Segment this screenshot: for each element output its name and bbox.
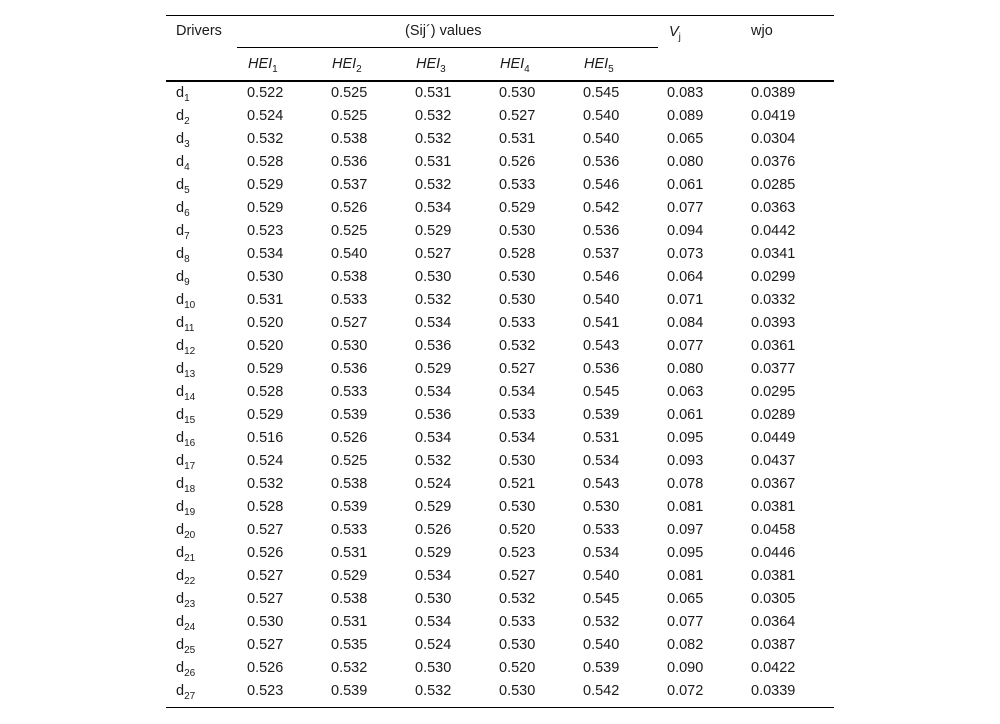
table-cell: 0.530 [499, 85, 536, 101]
table-cell: 0.533 [499, 177, 536, 193]
table-cell: 0.093 [667, 453, 704, 469]
row-driver-label: $d_{11}$ [176, 315, 195, 334]
table-cell: 0.073 [667, 246, 704, 262]
row-driver-label: $d_{13}$ [176, 361, 196, 380]
table-cell: 0.081 [667, 568, 704, 584]
table-cell: 0.077 [667, 200, 704, 216]
table-cell: 0.071 [667, 292, 704, 308]
table-cell: 0.531 [499, 131, 536, 147]
row-driver-label: $d_{27}$ [176, 683, 196, 702]
table-cell: 0.526 [247, 660, 284, 676]
row-driver-label: $d_{21}$ [176, 545, 196, 564]
table-cell: 0.530 [415, 269, 452, 285]
table-cell: 0.534 [415, 430, 452, 446]
table-cell: 0.529 [247, 200, 284, 216]
table-cell: 0.524 [247, 453, 284, 469]
table-cell: 0.520 [247, 315, 284, 331]
table-cell: 0.525 [331, 453, 368, 469]
table-cell: 0.520 [499, 522, 536, 538]
table-cell: 0.532 [415, 108, 452, 124]
table-cell: 0.0295 [751, 384, 796, 400]
table-cell: 0.546 [583, 269, 620, 285]
table-cell: 0.540 [583, 292, 620, 308]
table-cell: 0.534 [415, 384, 452, 400]
table-cell: 0.532 [499, 338, 536, 354]
table-cell: 0.0437 [751, 453, 796, 469]
row-driver-label: $d_2$ [176, 108, 190, 127]
table-cell: 0.539 [331, 499, 368, 515]
row-driver-label: $d_8$ [176, 246, 190, 265]
table-cell: 0.530 [499, 269, 536, 285]
table-cell: 0.530 [499, 453, 536, 469]
table-cell: 0.534 [583, 545, 620, 561]
table-cell: 0.077 [667, 614, 704, 630]
table-cell: 0.534 [415, 200, 452, 216]
table-cell: 0.531 [415, 154, 452, 170]
table-cell: 0.533 [583, 522, 620, 538]
table-cell: 0.538 [331, 476, 368, 492]
table-cell: 0.528 [247, 154, 284, 170]
table-cell: 0.525 [331, 85, 368, 101]
table-cell: 0.530 [247, 614, 284, 630]
table-cell: 0.0341 [751, 246, 796, 262]
table-cell: 0.528 [247, 499, 284, 515]
header-drivers: Drivers [176, 23, 222, 39]
table-cell: 0.0305 [751, 591, 796, 607]
table-cell: 0.530 [499, 499, 536, 515]
table-cell: 0.095 [667, 545, 704, 561]
table-cell: 0.536 [331, 154, 368, 170]
table-cell: 0.061 [667, 177, 704, 193]
table-cell: 0.542 [583, 683, 620, 699]
table-cell: 0.534 [499, 430, 536, 446]
table-cell: 0.538 [331, 591, 368, 607]
table-cell: 0.523 [247, 683, 284, 699]
table-cell: 0.534 [247, 246, 284, 262]
table-cell: 0.539 [331, 683, 368, 699]
table-cell: 0.0446 [751, 545, 796, 561]
table-cell: 0.530 [583, 499, 620, 515]
table-cell: 0.524 [247, 108, 284, 124]
table-cell: 0.533 [331, 522, 368, 538]
table-cell: 0.527 [499, 108, 536, 124]
table-cell: 0.533 [499, 614, 536, 630]
table-cell: 0.521 [499, 476, 536, 492]
table-cell: 0.527 [247, 522, 284, 538]
table-cell: 0.545 [583, 384, 620, 400]
table-cell: 0.526 [499, 154, 536, 170]
table-cell: 0.532 [415, 177, 452, 193]
table-cell: 0.0289 [751, 407, 796, 423]
row-driver-label: $d_5$ [176, 177, 190, 196]
table-cell: 0.528 [247, 384, 284, 400]
table-cell: 0.538 [331, 269, 368, 285]
table-cell: 0.539 [331, 407, 368, 423]
table-cell: 0.527 [247, 637, 284, 653]
table-cell: 0.531 [415, 85, 452, 101]
table-cell: 0.530 [499, 223, 536, 239]
top-rule [166, 15, 834, 16]
table-cell: 0.532 [415, 292, 452, 308]
row-driver-label: $d_{19}$ [176, 499, 196, 518]
header-wjo: wjo [751, 23, 773, 39]
header-vj: $V_j$ [669, 24, 681, 43]
table-cell: 0.536 [331, 361, 368, 377]
table-cell: 0.537 [583, 246, 620, 262]
table-cell: 0.523 [499, 545, 536, 561]
table-cell: 0.530 [499, 683, 536, 699]
header-hei-2: $HEI_2$ [332, 56, 362, 75]
table-cell: 0.527 [247, 591, 284, 607]
table-cell: 0.540 [583, 108, 620, 124]
table-cell: 0.520 [247, 338, 284, 354]
table-cell: 0.089 [667, 108, 704, 124]
row-driver-label: $d_3$ [176, 131, 190, 150]
row-driver-label: $d_{18}$ [176, 476, 196, 495]
table-cell: 0.529 [415, 223, 452, 239]
table-cell: 0.532 [499, 591, 536, 607]
header-hei-4: $HEI_4$ [500, 56, 530, 75]
table-cell: 0.533 [499, 407, 536, 423]
table-cell: 0.0442 [751, 223, 796, 239]
table-cell: 0.061 [667, 407, 704, 423]
table-cell: 0.531 [331, 614, 368, 630]
table-cell: 0.0364 [751, 614, 796, 630]
table-cell: 0.529 [415, 545, 452, 561]
table-cell: 0.094 [667, 223, 704, 239]
row-driver-label: $d_{20}$ [176, 522, 196, 541]
table-cell: 0.532 [331, 660, 368, 676]
table-cell: 0.525 [331, 108, 368, 124]
table-cell: 0.078 [667, 476, 704, 492]
bottom-rule [166, 707, 834, 708]
table-cell: 0.533 [331, 292, 368, 308]
table-cell: 0.0381 [751, 499, 796, 515]
table-cell: 0.0449 [751, 430, 796, 446]
table-cell: 0.0389 [751, 85, 796, 101]
table-cell: 0.532 [247, 476, 284, 492]
table-cell: 0.080 [667, 154, 704, 170]
table-cell: 0.538 [331, 131, 368, 147]
header-rule [166, 80, 834, 82]
table-cell: 0.546 [583, 177, 620, 193]
table-cell: 0.530 [331, 338, 368, 354]
row-driver-label: $d_{25}$ [176, 637, 196, 656]
table-cell: 0.529 [499, 200, 536, 216]
table-cell: 0.516 [247, 430, 284, 446]
table-cell: 0.530 [415, 591, 452, 607]
table-cell: 0.530 [499, 637, 536, 653]
table-cell: 0.532 [415, 453, 452, 469]
table-cell: 0.065 [667, 131, 704, 147]
table-cell: 0.532 [583, 614, 620, 630]
table-cell: 0.541 [583, 315, 620, 331]
table-cell: 0.534 [583, 453, 620, 469]
row-driver-label: $d_{15}$ [176, 407, 196, 426]
row-driver-label: $d_{16}$ [176, 430, 196, 449]
table-cell: 0.526 [247, 545, 284, 561]
table-cell: 0.527 [247, 568, 284, 584]
table-cell: 0.543 [583, 476, 620, 492]
table-cell: 0.0363 [751, 200, 796, 216]
table-cell: 0.529 [247, 361, 284, 377]
table-cell: 0.080 [667, 361, 704, 377]
table-cell: 0.534 [415, 568, 452, 584]
table-cell: 0.0339 [751, 683, 796, 699]
table-cell: 0.542 [583, 200, 620, 216]
table-cell: 0.0393 [751, 315, 796, 331]
table-cell: 0.536 [583, 154, 620, 170]
table-cell: 0.540 [583, 568, 620, 584]
table-cell: 0.522 [247, 85, 284, 101]
table-cell: 0.530 [247, 269, 284, 285]
table-cell: 0.083 [667, 85, 704, 101]
table-cell: 0.540 [583, 637, 620, 653]
table-cell: 0.531 [331, 545, 368, 561]
table-cell: 0.532 [415, 683, 452, 699]
table-cell: 0.063 [667, 384, 704, 400]
table-cell: 0.0422 [751, 660, 796, 676]
table-cell: 0.077 [667, 338, 704, 354]
header-hei-1: $HEI_1$ [248, 56, 278, 75]
table-cell: 0.535 [331, 637, 368, 653]
row-driver-label: $d_6$ [176, 200, 190, 219]
table-cell: 0.0419 [751, 108, 796, 124]
table-cell: 0.0299 [751, 269, 796, 285]
table-cell: 0.532 [415, 131, 452, 147]
row-driver-label: $d_{26}$ [176, 660, 196, 679]
table-cell: 0.526 [331, 430, 368, 446]
row-driver-label: $d_{17}$ [176, 453, 196, 472]
table-cell: 0.531 [583, 430, 620, 446]
table-cell: 0.084 [667, 315, 704, 331]
header-hei-5: $HEI_5$ [584, 56, 614, 75]
table-cell: 0.536 [415, 407, 452, 423]
table-cell: 0.0377 [751, 361, 796, 377]
table-cell: 0.0361 [751, 338, 796, 354]
table-cell: 0.536 [415, 338, 452, 354]
table-cell: 0.081 [667, 499, 704, 515]
table-cell: 0.539 [583, 660, 620, 676]
row-driver-label: $d_7$ [176, 223, 190, 242]
table-cell: 0.533 [499, 315, 536, 331]
table-cell: 0.545 [583, 85, 620, 101]
table-cell: 0.534 [415, 614, 452, 630]
table-cell: 0.539 [583, 407, 620, 423]
table-cell: 0.064 [667, 269, 704, 285]
row-driver-label: $d_{10}$ [176, 292, 196, 311]
table-cell: 0.530 [499, 292, 536, 308]
table-cell: 0.529 [415, 499, 452, 515]
table-cell: 0.0381 [751, 568, 796, 584]
row-driver-label: $d_1$ [176, 85, 190, 104]
table-cell: 0.532 [247, 131, 284, 147]
table-cell: 0.537 [331, 177, 368, 193]
table-cell: 0.524 [415, 637, 452, 653]
table-cell: 0.531 [247, 292, 284, 308]
table-cell: 0.524 [415, 476, 452, 492]
table-cell: 0.530 [415, 660, 452, 676]
table-cell: 0.543 [583, 338, 620, 354]
row-driver-label: $d_{22}$ [176, 568, 196, 587]
table-cell: 0.534 [415, 315, 452, 331]
table-cell: 0.526 [415, 522, 452, 538]
table-cell: 0.0367 [751, 476, 796, 492]
table-cell: 0.545 [583, 591, 620, 607]
table-cell: 0.529 [247, 177, 284, 193]
table-cell: 0.072 [667, 683, 704, 699]
table-cell: 0.527 [415, 246, 452, 262]
table-cell: 0.520 [499, 660, 536, 676]
row-driver-label: $d_9$ [176, 269, 190, 288]
row-driver-label: $d_4$ [176, 154, 190, 173]
table-cell: 0.534 [499, 384, 536, 400]
table-cell: 0.527 [499, 568, 536, 584]
table-cell: 0.536 [583, 361, 620, 377]
table-cell: 0.536 [583, 223, 620, 239]
table-cell: 0.529 [415, 361, 452, 377]
table-cell: 0.540 [583, 131, 620, 147]
header-group: (Sij´) values [405, 23, 482, 39]
group-rule [237, 47, 658, 48]
table-cell: 0.0376 [751, 154, 796, 170]
table-cell: 0.526 [331, 200, 368, 216]
header-hei-3: $HEI_3$ [416, 56, 446, 75]
table-cell: 0.533 [331, 384, 368, 400]
table-cell: 0.0332 [751, 292, 796, 308]
table-cell: 0.0387 [751, 637, 796, 653]
table-cell: 0.082 [667, 637, 704, 653]
table-cell: 0.527 [499, 361, 536, 377]
table-cell: 0.097 [667, 522, 704, 538]
table-cell: 0.065 [667, 591, 704, 607]
table-cell: 0.090 [667, 660, 704, 676]
table-cell: 0.527 [331, 315, 368, 331]
row-driver-label: $d_{14}$ [176, 384, 196, 403]
row-driver-label: $d_{12}$ [176, 338, 196, 357]
table-cell: 0.528 [499, 246, 536, 262]
table-cell: 0.095 [667, 430, 704, 446]
table-cell: 0.0304 [751, 131, 796, 147]
row-driver-label: $d_{23}$ [176, 591, 196, 610]
table-cell: 0.529 [247, 407, 284, 423]
table-cell: 0.0285 [751, 177, 796, 193]
row-driver-label: $d_{24}$ [176, 614, 196, 633]
table-cell: 0.0458 [751, 522, 796, 538]
table-cell: 0.529 [331, 568, 368, 584]
table-cell: 0.540 [331, 246, 368, 262]
table-cell: 0.525 [331, 223, 368, 239]
table-cell: 0.523 [247, 223, 284, 239]
